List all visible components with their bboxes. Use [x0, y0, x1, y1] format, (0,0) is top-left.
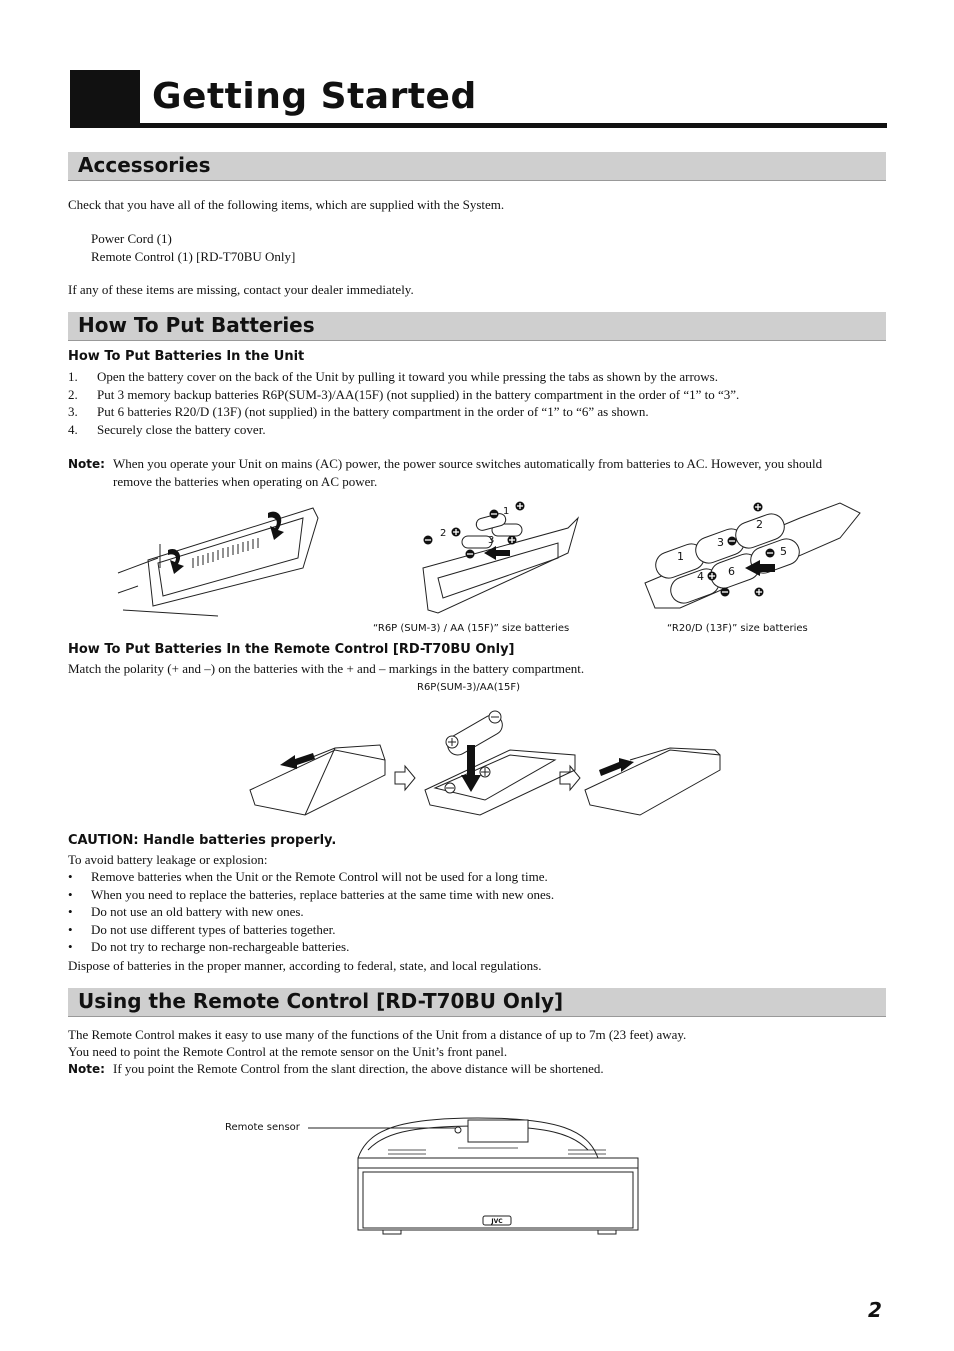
- step-number: 2.: [68, 386, 78, 402]
- caution-heading: CAUTION: Handle batteries properly.: [68, 833, 337, 848]
- aa-batteries-illustration: [418, 498, 583, 618]
- remote-line2: You need to point the Remote Control at the remote sensor on the Unit’s front panel.: [68, 1044, 508, 1059]
- battery-label: 2: [756, 518, 763, 531]
- bullet: •: [68, 921, 73, 937]
- list-item-text: When you need to replace the batteries, replace batteries at the same time with new ones.: [91, 886, 555, 902]
- battery-cover-illustration: [118, 498, 328, 618]
- step-item: [68, 368, 888, 386]
- battery-label: 1: [677, 550, 684, 563]
- bullet: •: [68, 886, 73, 902]
- note-remote: [68, 1061, 888, 1079]
- list-item-text: Do not use different types of batteries together.: [91, 921, 336, 937]
- accessory-item: Remote Control (1) [RD-T70BU Only]: [91, 249, 296, 264]
- subheading-unit: How To Put Batteries In the Unit: [68, 349, 305, 364]
- remote-battery-label: R6P(SUM-3)/AA(15F): [417, 682, 521, 693]
- step-text: Put 3 memory backup batteries R6P(SUM-3)/AA(15F) (not supplied) in the battery compartment in the order of “1” to “3”.: [97, 386, 740, 402]
- note-label: Note:: [68, 457, 105, 471]
- caution-intro: To avoid battery leakage or explosion:: [68, 852, 268, 867]
- battery-label: 5: [780, 545, 787, 558]
- accessories-missing: If any of these items are missing, contact your dealer immediately.: [68, 282, 414, 297]
- subheading-remote: How To Put Batteries In the Remote Control [RD-T70BU Only]: [68, 642, 515, 657]
- brand-logo: JVC: [491, 1218, 503, 1225]
- step-number: 3.: [68, 404, 78, 419]
- section-batteries: [68, 312, 886, 341]
- dispose-text: Dispose of batteries in the proper manner, according to federal, state, and local regulations.: [68, 958, 542, 973]
- bullet: •: [68, 904, 73, 919]
- list-item-text: Remove batteries when the Unit or the Remote Control will not be used for a long time.: [91, 869, 548, 884]
- remote-sensor-label: Remote sensor: [225, 1122, 300, 1133]
- step-text: Open the battery cover on the back of the Unit by pulling it toward you while pressing the tabs as shown by the arrows.: [97, 369, 718, 384]
- step-item: [68, 403, 888, 421]
- caption-d: “R20/D (13F)” size batteries: [667, 623, 808, 634]
- section-remote: [68, 988, 886, 1017]
- list-item: [68, 887, 888, 905]
- battery-label: 3: [717, 536, 724, 549]
- section-heading: Using the Remote Control [RD-T70BU Only]: [78, 989, 564, 1013]
- remote-battery-illustration: [245, 700, 725, 835]
- list-item-text: Do not try to recharge non-rechargeable batteries.: [91, 939, 350, 954]
- step-number: 4.: [68, 421, 78, 437]
- caption-aa: “R6P (SUM-3) / AA (15F)” size batteries: [373, 623, 570, 634]
- list-item-text: Do not use an old battery with new ones.: [91, 904, 304, 919]
- battery-label: 6: [728, 565, 735, 578]
- note-text: When you operate your Unit on mains (AC) power, the power source switches automatically from batteries to AC. However, you should: [113, 456, 823, 471]
- note-unit: [68, 456, 888, 492]
- page-title: Getting Started: [152, 76, 477, 117]
- list-item: [68, 869, 888, 887]
- d-batteries-illustration: [640, 498, 865, 618]
- list-item: [68, 922, 888, 940]
- accessory-item: Power Cord (1): [91, 231, 172, 246]
- remote-line1: The Remote Control makes it easy to use many of the functions of the Unit from a distance of up to 7m (23 feet) away.: [68, 1027, 687, 1042]
- accessories-intro: Check that you have all of the following items, which are supplied with the System.: [68, 197, 505, 212]
- battery-label: 1: [503, 506, 510, 517]
- step-text: Securely close the battery cover.: [97, 421, 266, 437]
- step-item: [68, 386, 888, 404]
- step-text: Put 6 batteries R20/D (13F) (not supplied) in the battery compartment in the order of “1” to “6” as shown.: [97, 404, 649, 419]
- section-heading: Accessories: [78, 153, 211, 177]
- unit-front-illustration: [308, 1110, 648, 1245]
- title-rule: [70, 123, 887, 128]
- step-number: 1.: [68, 369, 78, 384]
- step-item: [68, 421, 888, 439]
- page-number: 2: [868, 1298, 882, 1322]
- remote-polarity-text: Match the polarity (+ and –) on the batteries with the + and – markings in the battery compartment.: [68, 661, 585, 676]
- battery-label: 3: [488, 535, 495, 546]
- note-text: remove the batteries when operating on AC power.: [113, 473, 378, 489]
- caution-list: [68, 869, 888, 957]
- note-text: If you point the Remote Control from the slant direction, the above distance will be shortened.: [113, 1061, 604, 1076]
- section-heading: How To Put Batteries: [78, 313, 315, 337]
- list-item: [68, 939, 888, 957]
- battery-steps: [68, 368, 888, 440]
- list-item: [68, 904, 888, 922]
- title-block: [70, 70, 140, 126]
- bullet: •: [68, 939, 73, 954]
- bullet: •: [68, 869, 73, 884]
- battery-label: 4: [697, 570, 704, 583]
- battery-label: 2: [440, 528, 447, 539]
- note-label: Note:: [68, 1062, 105, 1076]
- section-accessories: [68, 152, 886, 181]
